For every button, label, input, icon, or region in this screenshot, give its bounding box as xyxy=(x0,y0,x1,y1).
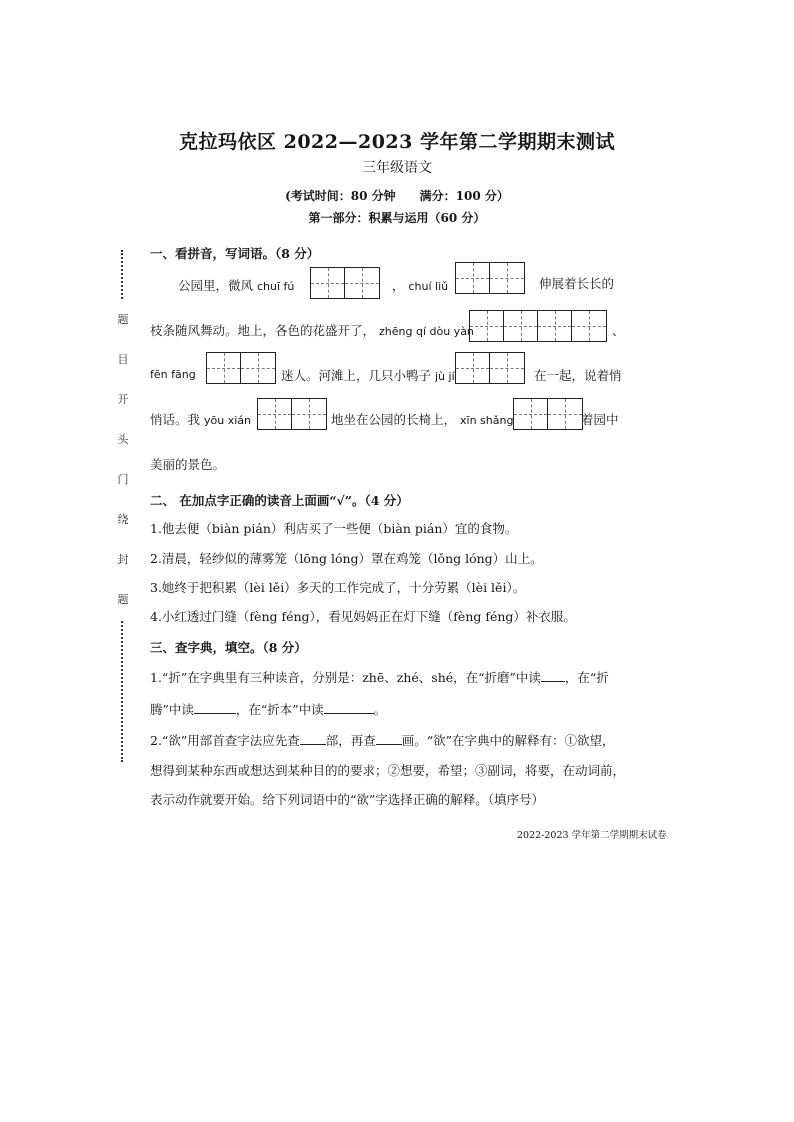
pinyin: chuí liǔ xyxy=(408,280,449,293)
answer-grid-1[interactable] xyxy=(310,267,380,299)
q1-line3-text2: 在一起，说着悄 xyxy=(534,368,622,383)
q1-line3-text: 迷人。河滩上，几只小鸭子 jù jí xyxy=(281,368,455,383)
binding-char: 开 xyxy=(112,380,134,420)
binding-margin-text xyxy=(112,300,134,620)
q1-line5-text: 美丽的景色。 xyxy=(150,457,226,472)
answer-grid-2[interactable] xyxy=(455,262,525,294)
q2-item-3: 3.她终于把积累（lèi lěi）多天的工作完成了，十分劳累（lèi lěi）。 xyxy=(150,580,526,595)
answer-grid-3[interactable] xyxy=(469,310,607,342)
pinyin: xīn shǎng xyxy=(460,414,514,427)
q2-item-1: 1.他去便（biàn pián）利店买了一些便（biàn pián）宜的食物。 xyxy=(150,521,518,536)
pinyin: yōu xián xyxy=(204,414,251,427)
page-footer: 2022-2023 学年第二学期期末试卷 xyxy=(517,830,667,841)
q1-line4-text: 悄话。我 yōu xián xyxy=(150,412,251,427)
q1-line1-text2: ， chuí liǔ xyxy=(392,278,449,293)
q1-line1-text: 公园里，微风 chuī fú xyxy=(178,278,295,293)
q2-item-4: 4.小红透过门缝（fèng féng），看见妈妈正在灯下缝（fèng féng）补衣服。 xyxy=(150,609,576,624)
q2-item-2: 2.清晨，轻纱似的薄雾笼（lōng lóng）罩在鸡笼（lǒng lóng）山上。 xyxy=(150,551,543,566)
binding-char: 头 xyxy=(112,420,134,460)
q3-item-2-line1: 2.“欲”用部首查字法应先查 部，再查 画。“欲”在字典中的解释有：①欲望， xyxy=(150,733,615,748)
binding-char: 目 xyxy=(112,340,134,380)
q3-item-2-line2: 想得到某种东西或想达到某种目的的要求；②想要，希望；③副词，将要，在动词前， xyxy=(150,763,626,778)
pinyin: chuī fú xyxy=(257,280,295,293)
exam-info xyxy=(0,187,794,204)
q3-item-1-line1: 1.“折”在字典里有三种读音，分别是：zhē、zhé、shé，在“折磨”中读 ，在“折 xyxy=(150,670,609,685)
q1-line4-text3: 着园中 xyxy=(581,412,619,427)
binding-char: 封 xyxy=(112,540,134,580)
pinyin: zhēng qí dòu yàn xyxy=(379,325,474,338)
fill-blank[interactable] xyxy=(541,669,565,682)
binding-char: 绕 xyxy=(112,500,134,540)
q1-line1-text3: 伸展着长长的 xyxy=(539,276,615,291)
pinyin: jù jí xyxy=(435,370,455,383)
q1-line4-text2: 地坐在公园的长椅上， xīn shǎng xyxy=(331,412,514,427)
answer-grid-7[interactable] xyxy=(513,398,583,430)
answer-grid-6[interactable] xyxy=(257,398,327,430)
answer-grid-5[interactable] xyxy=(455,352,525,384)
pinyin: fēn fāng xyxy=(150,368,196,381)
q3-heading: 三、查字典，填空。（8 分） xyxy=(150,640,307,655)
binding-char: 题 xyxy=(112,300,134,340)
q1-line3-pinyin xyxy=(150,366,196,381)
exam-time: (考试时间：80 分钟 xyxy=(285,189,396,203)
fill-blank[interactable] xyxy=(300,732,326,745)
q1-line2-text: 枝条随风舞动。地上，各色的花盛开了， zhēng qí dòu yàn xyxy=(150,323,474,338)
q1-heading: 一、看拼音，写词语。（8 分） xyxy=(150,246,320,261)
answer-grid-4[interactable] xyxy=(206,352,276,384)
binding-char: 门 xyxy=(112,460,134,500)
q2-heading: 二、 在加点字正确的读音上面画“√”。（4 分） xyxy=(150,493,409,508)
binding-char: 题 xyxy=(112,580,134,620)
fill-blank[interactable] xyxy=(376,732,402,745)
q1-line2-text2: 、 xyxy=(612,323,625,338)
q3-item-2-line3: 表示动作就要开始。给下列词语中的“欲”字选择正确的解释。（填序号） xyxy=(150,792,545,807)
part-title: 第一部分：积累与运用（60 分） xyxy=(308,211,486,225)
exam-score: 满分：100 分） xyxy=(419,189,509,203)
fill-blank[interactable] xyxy=(324,701,374,714)
fill-blank[interactable] xyxy=(194,701,236,714)
exam-title: 克拉玛依区 2022—2023 学年第二学期期末测试 xyxy=(179,131,615,153)
q3-item-1-line2: 腾”中读 ，在“折本”中读 。 xyxy=(150,702,387,717)
exam-subtitle: 三年级语文 xyxy=(362,160,432,176)
